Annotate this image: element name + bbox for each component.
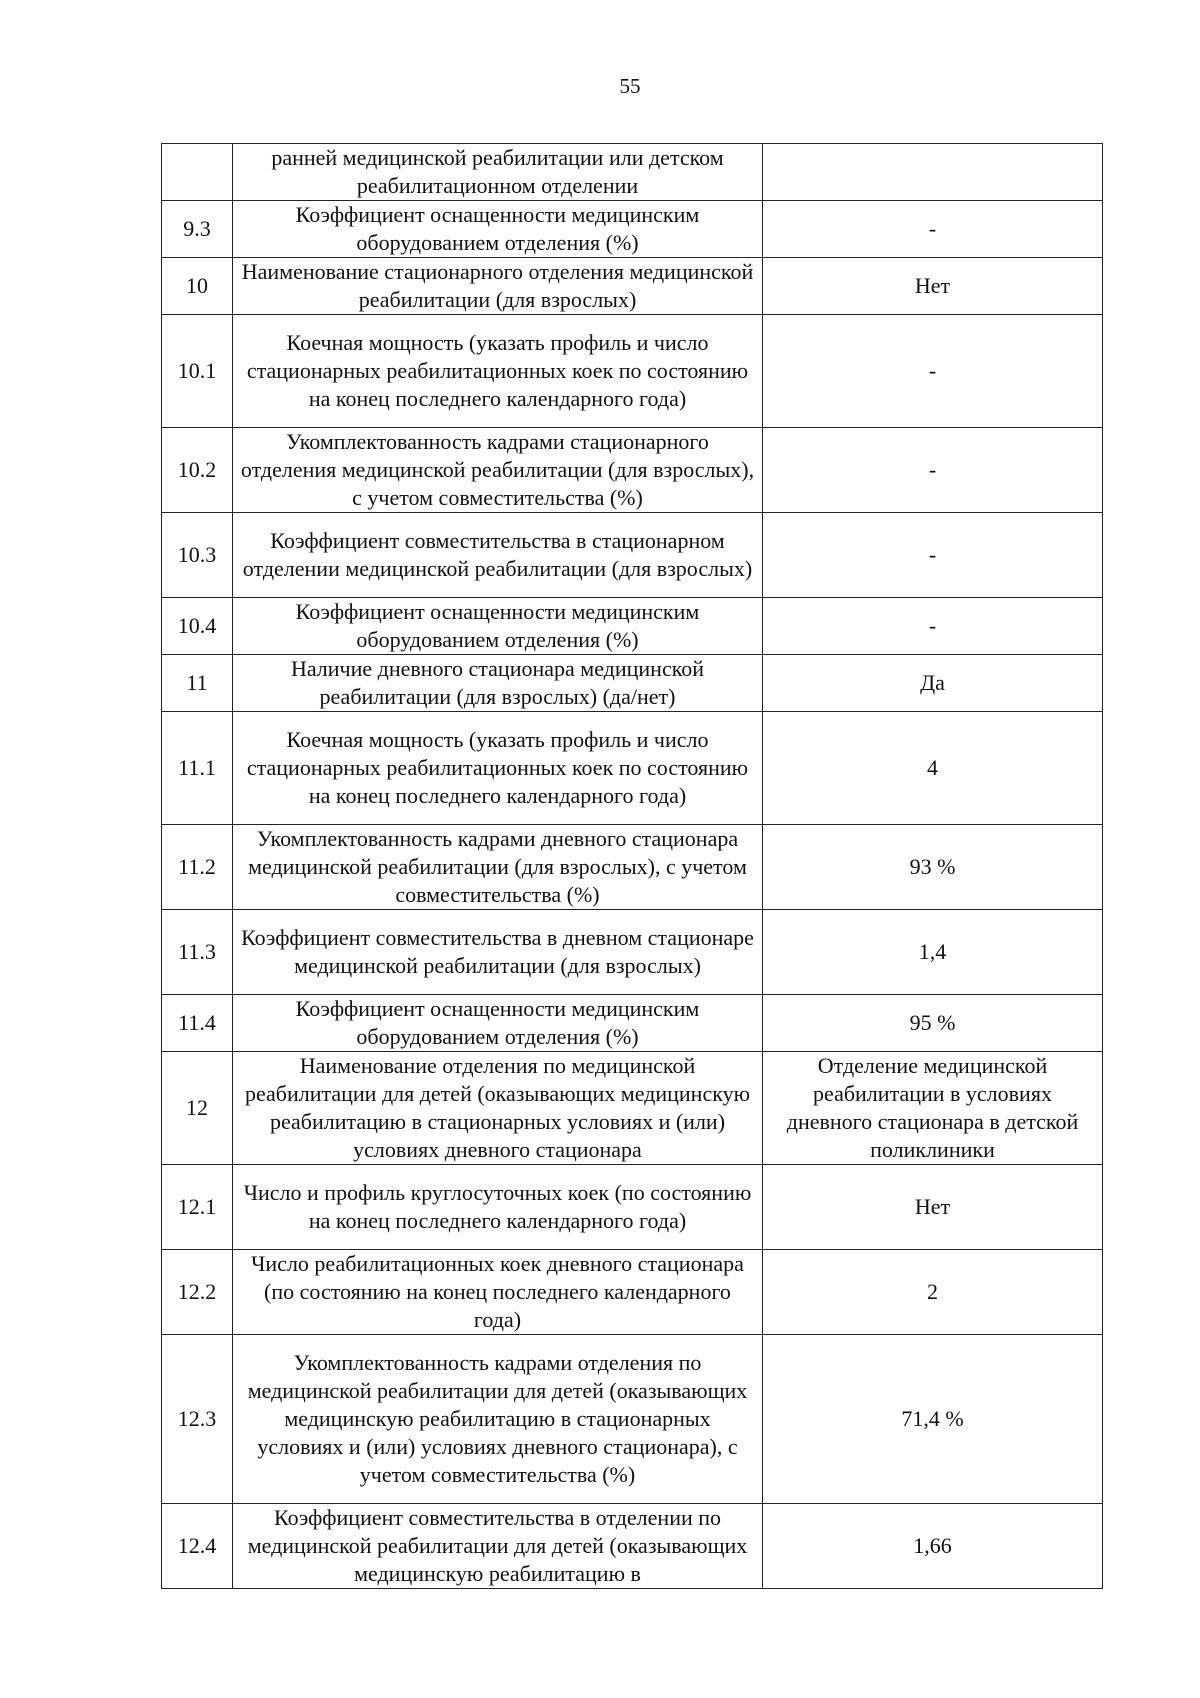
row-number: 11 (162, 655, 233, 712)
row-description: ранней медицинской реабилитации или детском реабилитационном отделении (233, 144, 763, 201)
table-row (162, 1250, 1103, 1335)
row-number (162, 144, 233, 201)
row-description: Коэффициент совместительства в стационарном отделении медицинской реабилитации (для взрослых) (233, 513, 763, 598)
row-value: Отделение медицинской реабилитации в условиях дневного стационара в детской поликлиники (763, 1052, 1103, 1165)
table-row (162, 712, 1103, 825)
row-value: Да (763, 655, 1103, 712)
row-value (763, 144, 1103, 201)
row-number: 10.2 (162, 428, 233, 513)
row-description: Наименование стационарного отделения медицинской реабилитации (для взрослых) (233, 258, 763, 315)
row-number: 12.4 (162, 1504, 233, 1589)
row-number: 11.3 (162, 910, 233, 995)
row-value: - (763, 513, 1103, 598)
row-number: 12 (162, 1052, 233, 1165)
row-value: Нет (763, 1165, 1103, 1250)
row-value: 71,4 % (763, 1335, 1103, 1504)
row-description: Коечная мощность (указать профиль и число стационарных реабилитационных коек по состоянию на конец последнего календарного года) (233, 712, 763, 825)
row-value: - (763, 201, 1103, 258)
row-description: Коэффициент оснащенности медицинским оборудованием отделения (%) (233, 995, 763, 1052)
row-number: 10.1 (162, 315, 233, 428)
row-number: 12.1 (162, 1165, 233, 1250)
row-number: 10.4 (162, 598, 233, 655)
row-value: 1,4 (763, 910, 1103, 995)
table-row (162, 825, 1103, 910)
row-number: 11.4 (162, 995, 233, 1052)
table-row (162, 513, 1103, 598)
row-value: 95 % (763, 995, 1103, 1052)
row-description: Укомплектованность кадрами стационарного отделения медицинской реабилитации (для взрослых), с учетом совместительства (%) (233, 428, 763, 513)
row-number: 10 (162, 258, 233, 315)
row-description: Коэффициент оснащенности медицинским оборудованием отделения (%) (233, 201, 763, 258)
row-number: 10.3 (162, 513, 233, 598)
table-row (162, 258, 1103, 315)
table-row (162, 598, 1103, 655)
row-description: Наименование отделения по медицинской реабилитации для детей (оказывающих медицинскую реабилитацию в стационарных условиях и (или) условиях дневного стационара (233, 1052, 763, 1165)
row-value: 2 (763, 1250, 1103, 1335)
table-row (162, 995, 1103, 1052)
row-number: 12.3 (162, 1335, 233, 1504)
row-description: Наличие дневного стационара медицинской реабилитации (для взрослых) (да/нет) (233, 655, 763, 712)
table-row (162, 201, 1103, 258)
table-row (162, 428, 1103, 513)
row-description: Коэффициент совместительства в отделении по медицинской реабилитации для детей (оказывающих медицинскую реабилитацию в (233, 1504, 763, 1589)
data-table (161, 143, 1103, 1589)
row-value: - (763, 428, 1103, 513)
row-number: 12.2 (162, 1250, 233, 1335)
row-number: 11.1 (162, 712, 233, 825)
row-description: Укомплектованность кадрами отделения по медицинской реабилитации для детей (оказывающих медицинскую реабилитацию в стационарных условиях и (или) условиях дневного стационара), с учетом совместительства (%) (233, 1335, 763, 1504)
row-value: 4 (763, 712, 1103, 825)
row-value: Нет (763, 258, 1103, 315)
table-row (162, 910, 1103, 995)
page-number: 55 (619, 74, 641, 98)
row-description: Коэффициент оснащенности медицинским оборудованием отделения (%) (233, 598, 763, 655)
row-description: Укомплектованность кадрами дневного стационара медицинской реабилитации (для взрослых), с учетом совместительства (%) (233, 825, 763, 910)
row-description: Число реабилитационных коек дневного стационара (по состоянию на конец последнего календарного года) (233, 1250, 763, 1335)
row-value: - (763, 315, 1103, 428)
table-row (162, 315, 1103, 428)
row-value: - (763, 598, 1103, 655)
table-row (162, 1052, 1103, 1165)
row-value: 1,66 (763, 1504, 1103, 1589)
row-description: Коэффициент совместительства в дневном стационаре медицинской реабилитации (для взрослых) (233, 910, 763, 995)
table-row (162, 1504, 1103, 1589)
table-row (162, 655, 1103, 712)
row-description: Коечная мощность (указать профиль и число стационарных реабилитационных коек по состоянию на конец последнего календарного года) (233, 315, 763, 428)
table-row (162, 144, 1103, 201)
row-value: 93 % (763, 825, 1103, 910)
table-row (162, 1335, 1103, 1504)
row-description: Число и профиль круглосуточных коек (по состоянию на конец последнего календарного года) (233, 1165, 763, 1250)
row-number: 9.3 (162, 201, 233, 258)
row-number: 11.2 (162, 825, 233, 910)
table-row (162, 1165, 1103, 1250)
